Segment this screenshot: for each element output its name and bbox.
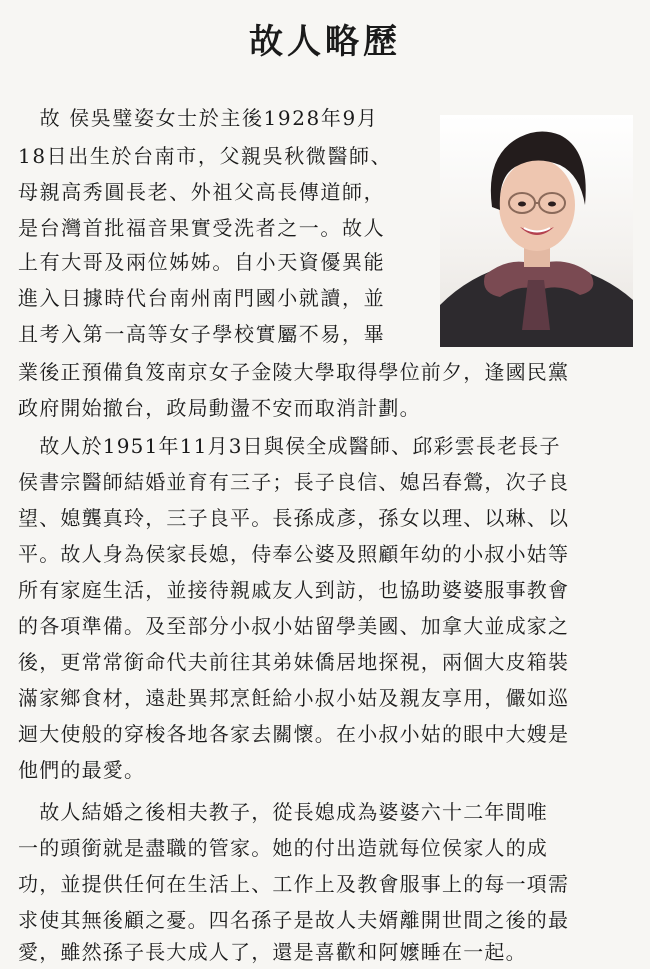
body-line: 所有家庭生活，並接待親戚友人到訪，也協助婆婆服事教會 xyxy=(18,578,570,602)
body-line: 求使其無後顧之憂。四名孫子是故人夫婿離開世間之後的最 xyxy=(18,908,570,932)
body-line: 業後正預備負笈南京女子金陵大學取得學位前夕，逢國民黨 xyxy=(18,360,570,384)
body-line: 侯書宗醫師結婚並育有三子；長子良信、媳呂春鶯，次子良 xyxy=(18,470,570,494)
body-line: 故 侯吳璧姿女士於主後1928年9月 xyxy=(18,106,379,130)
body-line: 18日出生於台南市，父親吳秋微醫師、 xyxy=(18,144,393,168)
body-line: 他們的最愛。 xyxy=(18,758,146,782)
body-line: 是台灣首批福音果實受洗者之一。故人 xyxy=(18,216,386,240)
body-line: 故人於1951年11月3日與侯全成醫師、邱彩雲長老長子 xyxy=(18,434,561,458)
body-line: 望、媳龔真玲，三子良平。長孫成彥，孫女以理、以琳、以 xyxy=(18,506,570,530)
body-line: 滿家鄉食材，遠赴異邦烹飪給小叔小姑及親友享用，儼如巡 xyxy=(18,686,570,710)
body-line: 一的頭銜就是盡職的管家。她的付出造就每位侯家人的成 xyxy=(18,836,548,860)
body-line: 平。故人身為侯家長媳，侍奉公婆及照顧年幼的小叔小姑等 xyxy=(18,542,570,566)
body-line: 後，更常常銜命代夫前往其弟妹僑居地探視，兩個大皮箱裝 xyxy=(18,650,570,674)
body-line: 且考入第一高等女子學校實屬不易，畢 xyxy=(18,322,386,346)
page-title: 故人略歷 xyxy=(249,22,401,62)
body-line: 功，並提供任何在生活上、工作上及教會服事上的每一項需 xyxy=(18,872,570,896)
body-line: 愛，雖然孫子長大成人了，還是喜歡和阿嬤睡在一起。 xyxy=(18,940,527,964)
body-line: 上有大哥及兩位姊姊。自小天資優異能 xyxy=(18,250,386,274)
portrait-illustration xyxy=(440,115,633,347)
body-line: 政府開始撤台，政局動盪不安而取消計劃。 xyxy=(18,396,421,420)
body-line: 迴大使般的穿梭各地各家去關懷。在小叔小姑的眼中大嫂是 xyxy=(18,722,570,746)
body-line: 進入日據時代台南州南門國小就讀，並 xyxy=(18,286,386,310)
body-line: 的各項準備。及至部分小叔小姑留學美國、加拿大並成家之 xyxy=(18,614,570,638)
body-line: 母親高秀圓長老、外祖父高長傳道師， xyxy=(18,180,386,204)
portrait-photo xyxy=(440,115,633,347)
body-line: 故人結婚之後相夫教子，從長媳成為婆婆六十二年間唯 xyxy=(18,800,548,824)
